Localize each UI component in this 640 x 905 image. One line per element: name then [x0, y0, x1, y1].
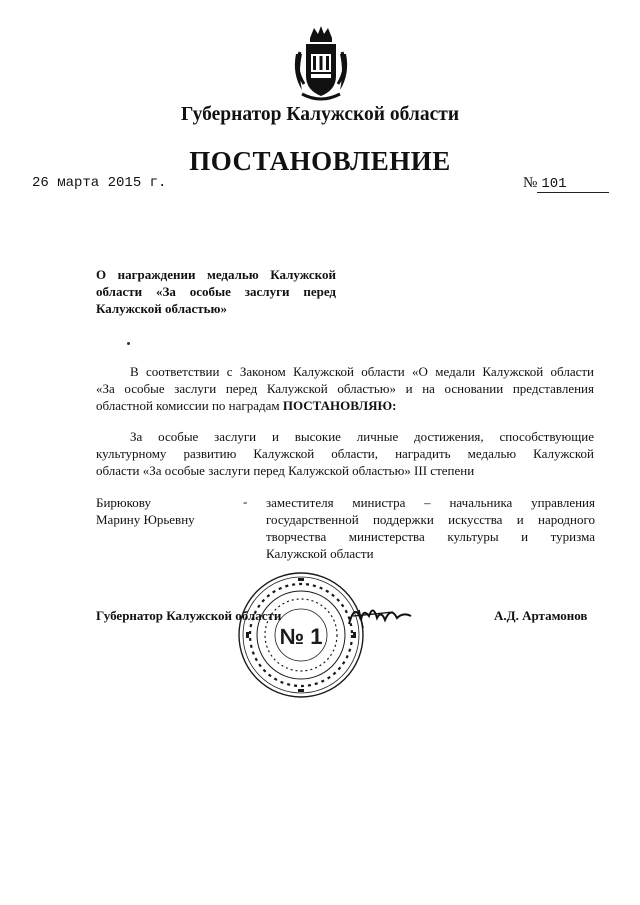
paragraph-line: В соответствии с Законом Калужской области «О медали Калужской области: [130, 364, 594, 379]
paragraph-line-text: областной комиссии по наградам: [96, 398, 280, 413]
position-line: творчества министерства культуры и туризма: [266, 529, 595, 544]
subject-line: области «За особые заслуги перед: [96, 284, 336, 299]
awardee-position: [266, 494, 595, 562]
paragraph-line: культурному развитию Калужской области, наградить медалью Калужской: [96, 446, 594, 461]
official-seal: [236, 570, 366, 700]
issuing-authority: Губернатор Калужской области: [180, 104, 460, 125]
document-type-title: ПОСТАНОВЛЕНИЕ: [189, 146, 451, 176]
subject-line: О награждении медалью Калужской: [96, 267, 336, 282]
awardee-surname: Бирюкову: [96, 495, 151, 510]
subject-line: Калужской областью»: [96, 301, 227, 316]
paragraph-line: «За особые заслуги перед Калужской областью» и на основании представления: [96, 381, 594, 396]
preamble-paragraph: [96, 363, 594, 414]
paragraph-line: За особые заслуги и высокие личные достижения, способствующие: [130, 429, 594, 444]
resolution-keyword: ПОСТАНОВЛЯЮ:: [282, 398, 397, 413]
awardee-dash: -: [243, 494, 248, 509]
document-number: [523, 175, 609, 193]
number-label: №: [523, 175, 538, 191]
paragraph-line: области «За особые заслуги перед Калужской областью» III степени: [96, 463, 475, 478]
number-value: 101: [537, 176, 609, 193]
signatory-name: А.Д. Артамонов: [494, 608, 588, 623]
award-paragraph: [96, 428, 594, 479]
position-line: Калужской области: [266, 546, 374, 561]
position-line: заместителя министра – начальника управления: [266, 495, 595, 510]
awardee-name: [96, 494, 195, 528]
document-date: 26 марта 2015 г.: [32, 175, 167, 191]
document-subject: [96, 266, 336, 317]
coat-of-arms-icon: [288, 24, 354, 102]
awardee-given-names: Марину Юрьевну: [96, 512, 195, 527]
signatory-title: Губернатор Калужской области: [96, 608, 282, 623]
paragraph-line: [96, 397, 594, 414]
stray-mark: [127, 342, 130, 345]
seal-number: № 1: [279, 624, 323, 649]
position-line: государственной поддержки искусства и народного: [266, 512, 595, 527]
handwritten-signature: [345, 598, 415, 632]
